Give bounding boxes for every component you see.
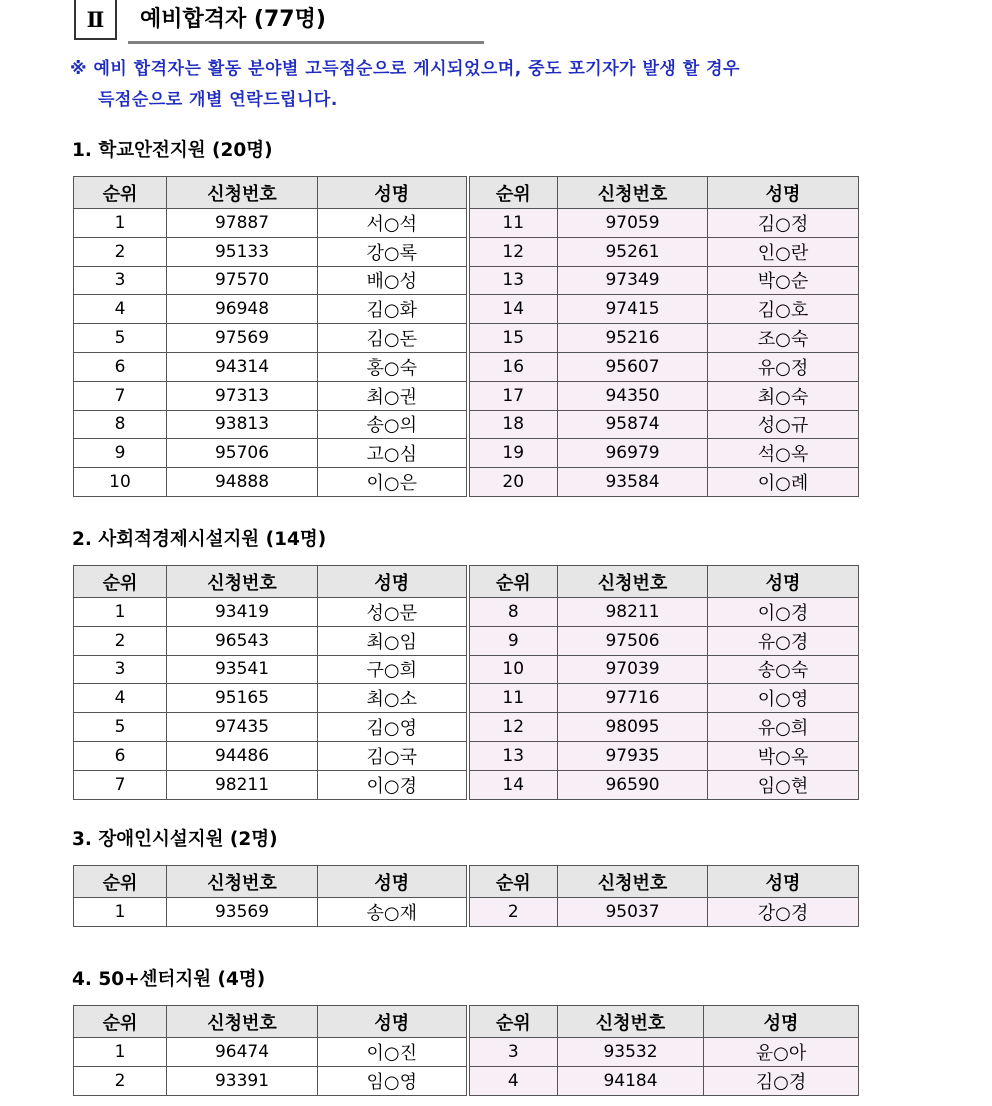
column-header-app-no: 신청번호 xyxy=(167,1006,318,1038)
column-header-app-no: 신청번호 xyxy=(167,566,318,598)
table-row xyxy=(74,770,859,799)
column-header-app-no: 신청번호 xyxy=(167,177,318,209)
section-2-title: 2. 사회적경제시설지원 (14명) xyxy=(72,529,327,550)
rank-cell: 13 xyxy=(468,266,558,295)
column-header-name: 성명 xyxy=(704,1006,859,1038)
column-header-name: 성명 xyxy=(318,866,468,898)
app-no-cell: 95133 xyxy=(167,237,318,266)
column-header-app-no: 신청번호 xyxy=(558,1006,704,1038)
rank-cell: 19 xyxy=(468,439,558,468)
rank-cell: 12 xyxy=(468,237,558,266)
table-row xyxy=(74,266,859,295)
table-row xyxy=(74,439,859,468)
name-cell: 서○석 xyxy=(318,209,468,238)
app-no-cell: 97570 xyxy=(167,266,318,295)
name-cell: 최○소 xyxy=(318,684,468,713)
table-row xyxy=(74,741,859,770)
rank-cell: 11 xyxy=(468,209,558,238)
name-cell: 송○의 xyxy=(318,410,468,439)
rank-cell: 12 xyxy=(468,713,558,742)
app-no-cell: 94184 xyxy=(558,1066,704,1095)
app-no-cell: 97059 xyxy=(558,209,708,238)
rank-cell: 14 xyxy=(468,770,558,799)
app-no-cell: 94350 xyxy=(558,381,708,410)
rank-cell: 7 xyxy=(74,770,167,799)
rank-cell: 1 xyxy=(74,898,167,927)
rank-cell: 5 xyxy=(74,713,167,742)
section-1-title: 1. 학교안전지원 (20명) xyxy=(72,140,273,161)
rank-cell: 6 xyxy=(74,741,167,770)
app-no-cell: 95165 xyxy=(167,684,318,713)
table-row xyxy=(74,209,859,238)
name-cell: 석○옥 xyxy=(708,439,859,468)
app-no-cell: 93391 xyxy=(167,1066,318,1095)
table-row xyxy=(74,295,859,324)
rank-cell: 20 xyxy=(468,468,558,497)
section-number: Ⅱ xyxy=(74,0,117,40)
app-no-cell: 97716 xyxy=(558,684,708,713)
app-no-cell: 96590 xyxy=(558,770,708,799)
table-row xyxy=(74,468,859,497)
section-1-table xyxy=(73,176,859,497)
notice-line-2: 득점순으로 개별 연락드립니다. xyxy=(98,90,338,110)
app-no-cell: 95607 xyxy=(558,352,708,381)
table-row xyxy=(74,324,859,353)
rank-cell: 2 xyxy=(74,237,167,266)
name-cell: 이○경 xyxy=(318,770,468,799)
column-header-name: 성명 xyxy=(318,566,468,598)
name-cell: 성○규 xyxy=(708,410,859,439)
column-header-rank: 순위 xyxy=(468,1006,558,1038)
column-header-rank: 순위 xyxy=(468,177,558,209)
column-header-name: 성명 xyxy=(708,177,859,209)
rank-cell: 2 xyxy=(74,626,167,655)
app-no-cell: 94888 xyxy=(167,468,318,497)
name-cell: 배○성 xyxy=(318,266,468,295)
rank-cell: 10 xyxy=(74,468,167,497)
app-no-cell: 93541 xyxy=(167,655,318,684)
name-cell: 유○희 xyxy=(708,713,859,742)
column-header-app-no: 신청번호 xyxy=(558,866,708,898)
name-cell: 홍○숙 xyxy=(318,352,468,381)
rank-cell: 1 xyxy=(74,209,167,238)
column-header-app-no: 신청번호 xyxy=(167,866,318,898)
rank-cell: 3 xyxy=(74,266,167,295)
app-no-cell: 93813 xyxy=(167,410,318,439)
app-no-cell: 93419 xyxy=(167,598,318,627)
app-no-cell: 94486 xyxy=(167,741,318,770)
column-header-rank: 순위 xyxy=(74,866,167,898)
name-cell: 박○옥 xyxy=(708,741,859,770)
column-header-rank: 순위 xyxy=(74,177,167,209)
table-header-row xyxy=(74,1006,859,1038)
section-2-table xyxy=(73,565,859,800)
section-4-title: 4. 50+센터지원 (4명) xyxy=(72,969,266,990)
table-row xyxy=(74,598,859,627)
table-header-row xyxy=(74,177,859,209)
table-row xyxy=(74,713,859,742)
table-header-row xyxy=(74,866,859,898)
app-no-cell: 98211 xyxy=(558,598,708,627)
rank-cell: 14 xyxy=(468,295,558,324)
notice-line-1: ※ 예비 합격자는 활동 분야별 고득점순으로 게시되었으며, 중도 포기자가 발생 할 경우 xyxy=(70,59,740,79)
name-cell: 조○숙 xyxy=(708,324,859,353)
name-cell: 성○문 xyxy=(318,598,468,627)
name-cell: 강○록 xyxy=(318,237,468,266)
name-cell: 최○권 xyxy=(318,381,468,410)
rank-cell: 4 xyxy=(468,1066,558,1095)
app-no-cell: 97349 xyxy=(558,266,708,295)
app-no-cell: 95037 xyxy=(558,898,708,927)
app-no-cell: 96474 xyxy=(167,1038,318,1067)
rank-cell: 9 xyxy=(74,439,167,468)
name-cell: 임○영 xyxy=(318,1066,468,1095)
rank-cell: 5 xyxy=(74,324,167,353)
rank-cell: 11 xyxy=(468,684,558,713)
name-cell: 구○희 xyxy=(318,655,468,684)
app-no-cell: 95216 xyxy=(558,324,708,353)
app-no-cell: 95261 xyxy=(558,237,708,266)
rank-cell: 8 xyxy=(74,410,167,439)
name-cell: 김○화 xyxy=(318,295,468,324)
column-header-name: 성명 xyxy=(318,177,468,209)
rank-cell: 1 xyxy=(74,1038,167,1067)
name-cell: 이○진 xyxy=(318,1038,468,1067)
name-cell: 송○숙 xyxy=(708,655,859,684)
section-3-table xyxy=(73,865,859,927)
rank-cell: 18 xyxy=(468,410,558,439)
name-cell: 유○정 xyxy=(708,352,859,381)
column-header-app-no: 신청번호 xyxy=(558,566,708,598)
column-header-rank: 순위 xyxy=(74,566,167,598)
rank-cell: 6 xyxy=(74,352,167,381)
name-cell: 최○임 xyxy=(318,626,468,655)
name-cell: 김○돈 xyxy=(318,324,468,353)
app-no-cell: 97935 xyxy=(558,741,708,770)
table-row xyxy=(74,684,859,713)
column-header-rank: 순위 xyxy=(468,566,558,598)
column-header-name: 성명 xyxy=(708,866,859,898)
rank-cell: 9 xyxy=(468,626,558,655)
app-no-cell: 96948 xyxy=(167,295,318,324)
rank-cell: 7 xyxy=(74,381,167,410)
name-cell: 이○은 xyxy=(318,468,468,497)
app-no-cell: 95706 xyxy=(167,439,318,468)
notice xyxy=(70,54,910,116)
table-row xyxy=(74,237,859,266)
name-cell: 김○국 xyxy=(318,741,468,770)
app-no-cell: 93569 xyxy=(167,898,318,927)
name-cell: 이○경 xyxy=(708,598,859,627)
app-no-cell: 97039 xyxy=(558,655,708,684)
name-cell: 강○경 xyxy=(708,898,859,927)
column-header-rank: 순위 xyxy=(468,866,558,898)
table-row xyxy=(74,655,859,684)
rank-cell: 16 xyxy=(468,352,558,381)
rank-cell: 17 xyxy=(468,381,558,410)
table-row xyxy=(74,410,859,439)
table-row xyxy=(74,898,859,927)
app-no-cell: 97569 xyxy=(167,324,318,353)
name-cell: 이○영 xyxy=(708,684,859,713)
rank-cell: 4 xyxy=(74,684,167,713)
rank-cell: 13 xyxy=(468,741,558,770)
name-cell: 김○경 xyxy=(704,1066,859,1095)
app-no-cell: 94314 xyxy=(167,352,318,381)
app-no-cell: 93584 xyxy=(558,468,708,497)
name-cell: 고○심 xyxy=(318,439,468,468)
rank-cell: 3 xyxy=(74,655,167,684)
table-row xyxy=(74,1038,859,1067)
name-cell: 박○순 xyxy=(708,266,859,295)
rank-cell: 2 xyxy=(74,1066,167,1095)
app-no-cell: 96979 xyxy=(558,439,708,468)
column-header-app-no: 신청번호 xyxy=(558,177,708,209)
app-no-cell: 95874 xyxy=(558,410,708,439)
rank-cell: 3 xyxy=(468,1038,558,1067)
name-cell: 최○숙 xyxy=(708,381,859,410)
rank-cell: 1 xyxy=(74,598,167,627)
app-no-cell: 97313 xyxy=(167,381,318,410)
name-cell: 송○재 xyxy=(318,898,468,927)
name-cell: 유○경 xyxy=(708,626,859,655)
name-cell: 이○례 xyxy=(708,468,859,497)
column-header-rank: 순위 xyxy=(74,1006,167,1038)
table-row xyxy=(74,626,859,655)
name-cell: 인○란 xyxy=(708,237,859,266)
rank-cell: 2 xyxy=(468,898,558,927)
app-no-cell: 97435 xyxy=(167,713,318,742)
app-no-cell: 93532 xyxy=(558,1038,704,1067)
table-row xyxy=(74,1066,859,1095)
column-header-name: 성명 xyxy=(318,1006,468,1038)
table-header-row xyxy=(74,566,859,598)
app-no-cell: 96543 xyxy=(167,626,318,655)
rank-cell: 8 xyxy=(468,598,558,627)
name-cell: 윤○아 xyxy=(704,1038,859,1067)
app-no-cell: 98211 xyxy=(167,770,318,799)
name-cell: 김○호 xyxy=(708,295,859,324)
section-title: 예비합격자 (77명) xyxy=(128,0,484,44)
app-no-cell: 97887 xyxy=(167,209,318,238)
table-row xyxy=(74,381,859,410)
column-header-name: 성명 xyxy=(708,566,859,598)
app-no-cell: 97415 xyxy=(558,295,708,324)
section-3-title: 3. 장애인시설지원 (2명) xyxy=(72,829,278,850)
name-cell: 김○정 xyxy=(708,209,859,238)
section-4-table xyxy=(73,1005,859,1096)
name-cell: 김○영 xyxy=(318,713,468,742)
name-cell: 임○현 xyxy=(708,770,859,799)
app-no-cell: 98095 xyxy=(558,713,708,742)
rank-cell: 15 xyxy=(468,324,558,353)
rank-cell: 10 xyxy=(468,655,558,684)
rank-cell: 4 xyxy=(74,295,167,324)
app-no-cell: 97506 xyxy=(558,626,708,655)
table-row xyxy=(74,352,859,381)
